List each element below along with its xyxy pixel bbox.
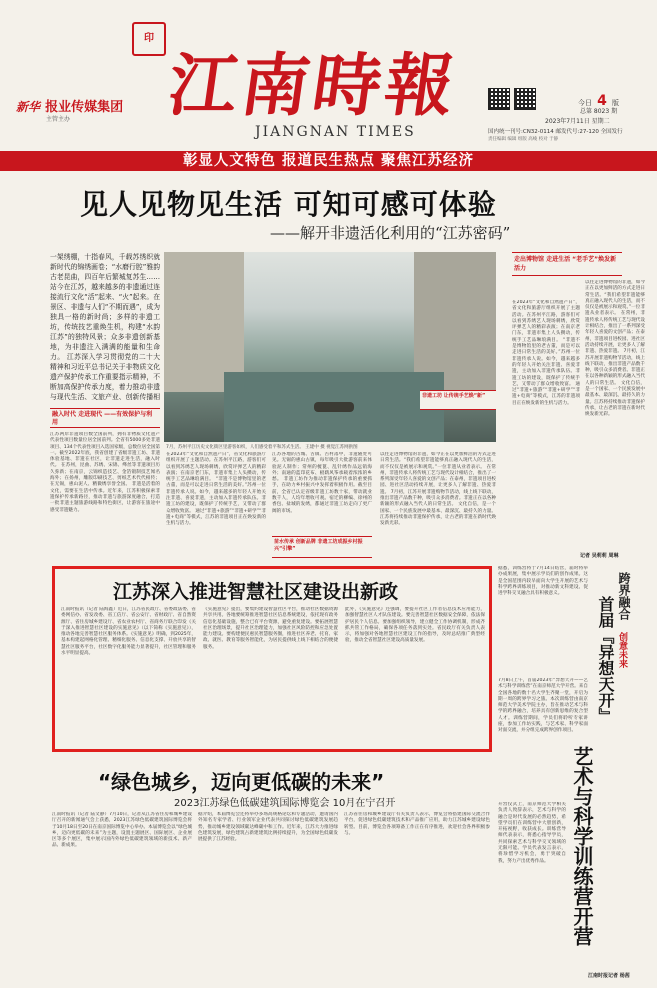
qr-code-2 [514, 88, 536, 110]
section-box-3 [272, 536, 372, 558]
publisher-logo [16, 96, 136, 114]
lead-intro: 一架绣棚，十指春风，千载苏绣织就新时代的锦绣画卷；“水磨行腔”雅韵古老昆曲，四百年后繁城复苏生…… 站今在江苏，越来越多的非遗通过连接流行文化“活”起来、“火”起来。在景区、非遗与人们“不期而遇”，成为独具一格的新时尚；多样的非遗工坊，传统技艺重焕生机，构建“水韵江苏”的独特风景；众多非遗创新基地，为非遗注入满满的能量和生命力。 江苏深入学习贯彻党的二十大精神和习近平总书记关于非物质文化遗产保护传承工作重要指示精神，不断加高保护传承力度，着力推动非遗与现代生活、文旅产业、创新传播相 [50, 253, 160, 401]
section-box-2 [420, 390, 496, 410]
masthead-title: 江南時報 [163, 46, 463, 126]
today-pages-count: 4 [597, 93, 607, 109]
photo-boat [314, 402, 354, 412]
green-expo-headline: “绿色城乡，迈向更低碳的未来” [98, 770, 385, 794]
seal-stamp: 印 [132, 22, 166, 56]
masthead-title-en: JIANGNAN TIMES [255, 124, 416, 140]
green-expo-subhead: 2023江苏绿色低碳建筑国际博览会 10月在宁召开 [174, 798, 396, 809]
qr-code-1 [488, 88, 510, 110]
art-science-text-b: 开营仪式上，南京师范大学相关负责人致辞表示，艺术与科学的融合是时代发展的必然趋势，希望学员们在训练营中大胆创新，开拓视野，收获成长。训练营导师代表表示，将悉心指导学员，共同探索艺术与科学交叉领域的无限可能。学员代表发言表示，将珍惜学习机会，勇于突破自我，努力产出优秀作品。 [498, 802, 566, 864]
publisher-group-name: 报业传媒集团 [45, 100, 124, 115]
art-science-kicker-a: 跨界融合 [617, 572, 631, 620]
lead-text-col-d2: 在2023年“文化和自然遗产日”，省文化和旅游厅组织开展了主题活动。在苏州平江路，游客们可以看到苏绣艺人现场刺绣，欣赏评弹艺人的精彩表演；在南京老门东，非遗市集上人头攒动，传统手工艺品琳琅满目。 “非遗不是博物馆里的老古董，而是可以走进日常生活的美好。”苏州一位非遗传承人说。如今，越来越多的年轻人开始关注非遗、喜爱非遗，主动加入非遗传承队伍。非遗工坊的建设，既保护了传统手艺，又带动了群众增收致富。 通过“非遗+旅游”“非遗+研学”“非遗+电商”等模式，江苏的非遗项目正在焕发新的生机与活力。 [512, 300, 580, 406]
lead-text-col-b: 在2023年“文化和自然遗产日”，省文化和旅游厅组织开展了主题活动。在苏州平江路，游客们可以看到苏绣艺人现场刺绣，欣赏评弹艺人的精彩表演；在南京老门东，非遗市集上人头攒动，传统手工艺品琳琅满目。 “非遗不是博物馆里的老古董，而是可以走进日常生活的美好。”苏州一位非遗传承人说。如今，越来越多的年轻人开始关注非遗、喜爱非遗，主动加入非遗传承队伍。非遗工坊的建设，既保护了传统手艺，又带动了群众增收致富。 通过“非遗+旅游”“非遗+研学”“非遗+电商”等模式，江苏的非遗项目正在焕发新的生机与活力。 [166, 452, 266, 527]
publication-info [488, 128, 648, 144]
issue-number: 总第 8023 期 [580, 108, 618, 115]
art-science-text-c: 据悉，训练营将于7月14日结营，届时将举办成果展，集中展示学员们的创作成果。这是全国范围内较早面向大学生开展的艺术与科学跨界训练项目，对推动新文科建设、促进学科交叉融合具有积极意义。 [498, 566, 588, 597]
section-box-1 [50, 408, 160, 428]
masthead [0, 0, 657, 150]
green-expo-text-a: 江南时报讯（记者 陆文静）7月10日，记者从江苏省住房和城乡建设厅召开的新闻通气会上获悉，2023江苏绿色低碳建筑国际博览会将于10月18日至20日在南京国际博览中心举办。本届博览会以“绿色城乡，迈向更低碳的未来”为主题，设置主题展区、国际展区、企业展区等多个展区，集中展示国内外绿色低碳建筑领域的新技术、新产品、新成果。 [52, 812, 192, 849]
art-science-kicker-b: 创意未来 [617, 632, 627, 668]
green-expo-text-b: 据介绍，本届博览会还将举办多场高规格论坛和专题活动，邀请国内外知名专家学者、行业领军企业代表共同探讨绿色低碳建筑发展趋势，推动城乡建设领域碳达峰碳中和工作。近年来，江苏大力推进绿色建筑发展，绿色建筑占新建建筑比例持续提升，为全国绿色低碳发展提供了江苏经验。 [198, 812, 338, 843]
lead-headline: 见人见物见生活 可知可感可体验 [80, 188, 497, 221]
section-box-1-title: 融入时代 走进现代 ——有效保护与利用 [52, 411, 153, 426]
lead-text-col-d: 以往走进博物馆的非遗，如今正在以更加鲜活的方式走进日常生活。“我们希望非遗能够真正融入现代人的生活，而不仅仅是被展示和观赏。”一位非遗从业者表示。 在常州，非遗传承人将传统工艺与现代设计相结合，推出了一系列深受年轻人喜爱的文创产品；在泰州，非遗项目进校园、进社区活动持续开展，让更多人了解非遗、热爱非遗。 7月初，江苏开展非遗购物节活动，线上线下联动，推出非遗产品数千种，吸引众多消费者。非遗正在以各种新颖的形式融入当代人的日常生活。 文化自信，是一个国家、一个民族发展中最基本、最深沉、最持久的力量。江苏将持续推动非遗保护传承，让古老的非遗在新时代焕发新光彩。 [585, 280, 645, 418]
art-science-byline: 江南时报记者 杨茜 [588, 973, 630, 979]
green-expo-text-c: 江苏省住房和城乡建设厅有关负责人表示，博览会将搭建国际交流合作平台，促进绿色低碳建筑技术和产品推广应用，助力江苏城乡建设绿色转型。目前，博览会各项筹备工作正在有序推进，欢迎社会各界积极参与。 [344, 812, 490, 836]
lead-subhead: ——解开非遗活化利用的“江苏密码” [270, 224, 511, 242]
sponsor-label: 主管主办 [46, 116, 71, 123]
lead-photo-caption: 7月，苏州平江历史文化街区里游客如织，人们感受着平和苏式生活。 王建中 摄 视觉江苏网供图 [166, 445, 358, 450]
lead-photo [164, 252, 496, 442]
smart-community-headline: 江苏深入推进智慧社区建设出新政 [113, 581, 399, 603]
editor-credits: 责任编辑 编辑 组版 高峻 校对 于静 [488, 137, 559, 142]
art-science-text-a: 7月8日上午，首届2023年“异想天开——艺术与科学训练营”在南京师范大学开营。来自全国各地的数十名大学生齐聚一堂，开启为期一周的跨界学习之旅。本次训练营由南京师范大学美术学院主办，旨在推动艺术与科学的跨界融合，培养具有创新思维的复合型人才。训练营期间，学员们将聆听专家讲座，参加工作坊实践，与艺术家、科学家面对面交流，并分组完成跨界创作项目。 [498, 678, 588, 734]
slogan-bar: 彰显人文特色 报道民生热点 聚焦江苏经济 [0, 151, 657, 171]
section-box-4 [512, 252, 622, 276]
today-pages-unit: 版 [611, 99, 619, 107]
lead-text-col-a: 江苏两岸非遗项目数全国前列，拥有非物质文化遗产代表性项目数量位居全国前列。全省有5000多处非遗项目、134个代表性项目入选国家级，总数位居全国第一。截至2022年底，我省创建了省级非遗工坊、非遗体验基地、非遗在社区，让非遗走进生活，融入时代。 在苏州，昆曲、苏绣、宋锦、缂丝等非遗项目历久弥新；在南京，云锦织造技艺、金箔锻制技艺闻名海外；在扬州，雕版印刷技艺、剪纸艺术代代相传；在无锡，惠山泥人、精微绣享誉全国。 非遗是活着的文化，需要在生活中传承。近年来，江苏积极探索非遗保护传承新路径，推动非遗与旅游深度融合，打造一批非遗主题旅游线路和特色街区，让游客在旅途中感受非遗魅力。 [50, 432, 160, 513]
photo-building-left [164, 252, 244, 392]
issue-date: 2023年7月11日 星期二 [545, 118, 610, 125]
cn-number: 国内统一刊号:CN32-0114 [488, 129, 554, 135]
publisher-logo-brand: 新华 [16, 100, 41, 114]
lead-text-col-c: 江苏各地的古城、古镇、古村落中，非遗随处可见。无锡的惠山古镇，每年吸引大批游客前来体验泥人制作；常州的梳篦、乱针绣作品远销海外；南通的蓝印花布、板鹞风筝承载着浓浓的乡愁。 非遗工坊作为推动非遗保护传承的重要抓手，在助力乡村振兴中发挥着积极作用。截至目前，全省已认定省级非遗工坊数十家，带动就业数千人，人均年增收可观。宿迁的柳编、徐州的香包、盐城的发绣，都通过非遗工坊走向了更广阔的市场。 [272, 452, 372, 514]
section-box-4-title: 走出博物馆 走进生活 “老手艺”焕发新活力 [514, 256, 617, 272]
smart-community-text-c: 此外，《实施意见》还强调，要提升社区工作者信息技术应用能力，加强智慧社区人才队伍建设。要完善智慧社区数据安全保障，依法保护居民个人信息。要加强组织领导，建立健全工作协调机制，形成齐抓共管工作格局，确保各项任务落到实处。省民政厅有关负责人表示，将加强对各地智慧社区建设工作的指导，及时总结推广典型经验，推动全省智慧社区建设高质量发展。 [345, 607, 485, 644]
art-science-headline-a: 首届『异想天开』 [596, 596, 615, 724]
smart-community-text-b: 《实施意见》提出，要集约建设智慧社区平台，推动社区数据资源共享共用。各地要统筹推进智慧社区信息系统建设，依托现有政务信息化基础设施，整合已有平台资源，避免重复建设。要拓展智慧社区治理场景，提升社区治理能力，加强社区风险防控和应急处置能力建设。要构建便民惠民智慧服务圈，推进社区养老、托育、家政、就医、教育等服务智能化，为居民提供线上线下相结合的便捷服务。 [203, 607, 338, 650]
lead-text-col-e: 以往走进博物馆的非遗，如今正在以更加鲜活的方式走进日常生活。“我们希望非遗能够真正融入现代人的生活，而不仅仅是被展示和观赏。”一位非遗从业者表示。 在常州，非遗传承人将传统工艺与现代设计相结合，推出了一系列深受年轻人喜爱的文创产品；在泰州，非遗项目进校园、进社区活动持续开展，让更多人了解非遗、热爱非遗。 7月初，江苏开展非遗购物节活动，线上线下联动，推出非遗产品数千种，吸引众多消费者。非遗正在以各种新颖的形式融入当代人的日常生活。 文化自信，是一个国家、一个民族发展中最基本、最深沉、最持久的力量。江苏将持续推动非遗保护传承，让古老的非遗在新时代焕发新光彩。 [380, 452, 496, 527]
green-expo-article [52, 758, 492, 988]
postal-code: 邮发代号:27-120 全国发行 [555, 129, 623, 135]
art-science-headline-b: 艺术与科学训练营开营 [570, 746, 594, 946]
today-pages-label: 今日 [578, 99, 592, 107]
section-box-2-title: 非遗工坊 让传统手艺焕“新” [422, 393, 486, 399]
section-box-3-title: 苗水传承 创新品牌 非遗工坊成振乡村振兴“引擎” [274, 539, 363, 552]
lead-byline: 记者 吴莉莉 周琳 [580, 553, 619, 559]
smart-community-text-a: 江南时报讯（记者 陆海鑫）近日，江苏省民政厅、省委政法委、省委网信办、省发改委、省工信厅、省公安厅、省财政厅、省自然资源厅、省住房城乡建设厅、省农业农村厅、省商务厅联合印发《关于深入推进智慧社区建设的实施意见》（以下简称《实施意见》），推动各地完善智慧社区服务体系。《实施意见》明确，到2025年，基本构建起网格化管理、精细化服务、信息化支撑、开放共享的智慧社区服务平台，社区数字化服务能力显著提升，社区管理和服务水平明显提高。 [61, 607, 196, 657]
art-science-article [498, 566, 648, 986]
smart-community-article[interactable] [52, 566, 492, 752]
